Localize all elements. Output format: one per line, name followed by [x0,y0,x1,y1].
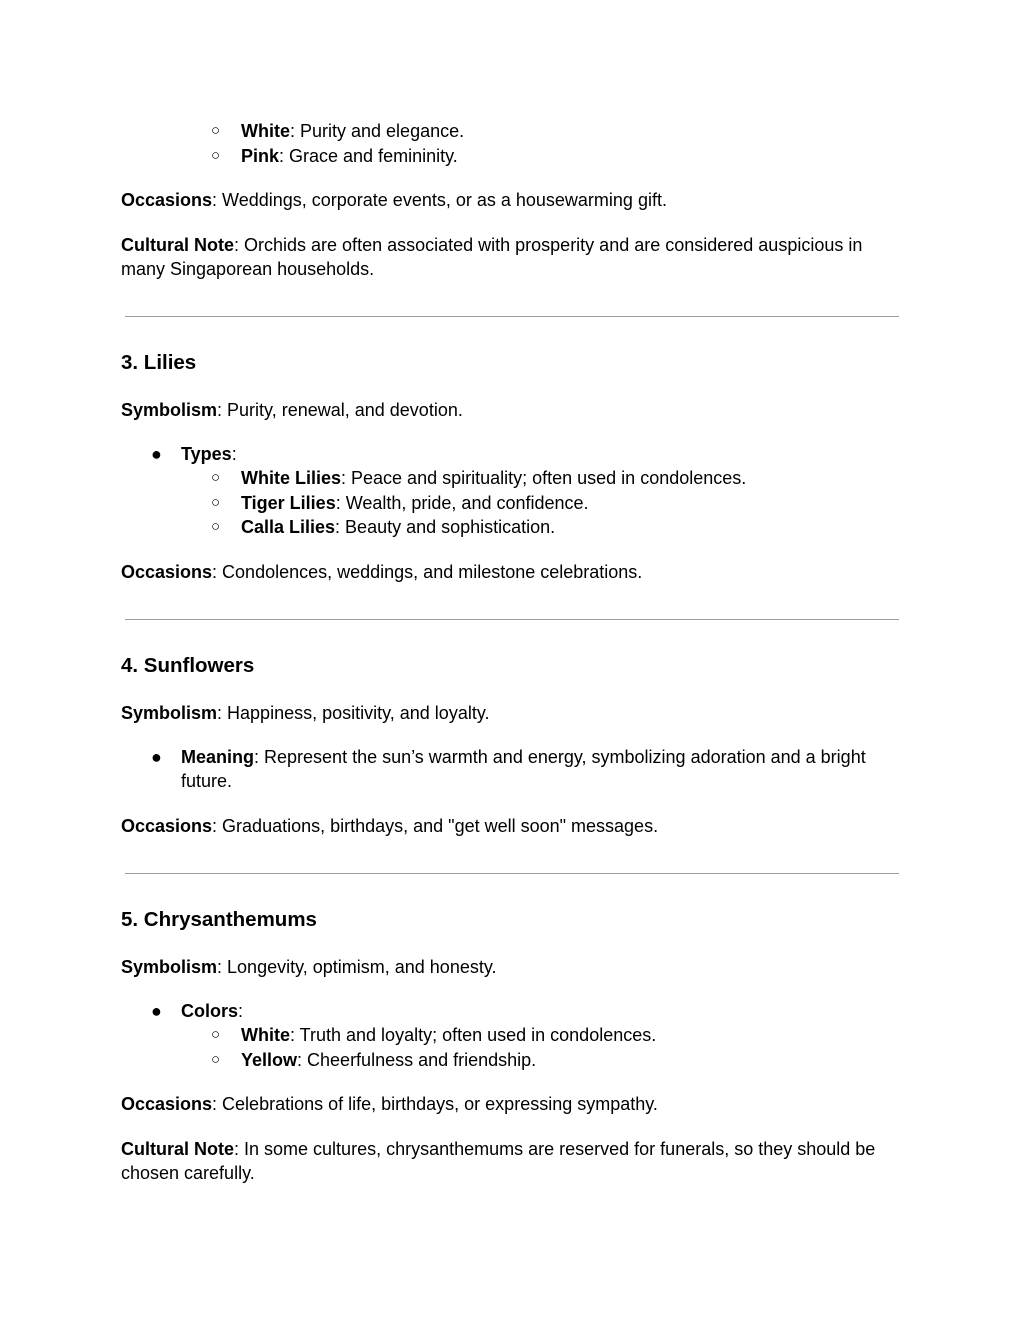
description: : Truth and loyalty; often used in condolences. [290,1025,657,1045]
term: White [241,1025,290,1045]
bullet-marker: ● [151,747,162,767]
section-divider [125,316,899,317]
term: Symbolism [121,957,218,977]
chrysanthemum-color-white [241,1023,901,1047]
description: : Peace and spirituality; often used in condolences. [341,468,747,488]
chrysanthemums-occasions [121,1092,901,1116]
description: : [238,1001,244,1021]
description: : Weddings, corporate events, or as a housewarming gift. [212,190,667,210]
sub-bullet-marker: ○ [211,469,221,486]
description: : [231,444,237,464]
term: White Lilies [241,468,342,488]
term: Cultural Note [121,1139,235,1159]
term: White [241,121,290,141]
bullet-marker: ● [151,444,162,464]
description: : Graduations, birthdays, and "get well soon" messages. [212,816,659,836]
description: : Cheerfulness and friendship. [297,1050,537,1070]
section-divider [125,619,899,620]
lilies-symbolism [121,398,901,422]
description: : Purity, renewal, and devotion. [217,400,463,420]
chrysanthemum-color-yellow [241,1048,901,1072]
description: : Wealth, pride, and confidence. [335,493,589,513]
chrysanthemums-cultural-note [121,1137,901,1185]
term: Types [181,444,232,464]
orchid-cultural-note [121,233,901,281]
term: Calla Lilies [241,517,336,537]
description: : Grace and femininity. [279,146,458,166]
lilies-types [181,442,901,466]
term: Tiger Lilies [241,493,336,513]
description: : Happiness, positivity, and loyalty. [217,703,490,723]
lily-type-white [241,466,901,490]
section-divider [125,873,899,874]
description: : Represent the sun’s warmth and energy, symbolizing adoration and a bright future. [181,747,866,791]
term: Symbolism [121,400,218,420]
orchid-color-white [241,119,901,143]
term: Pink [241,146,280,166]
heading-sunflowers: 4. Sunflowers [121,654,255,677]
description: : Celebrations of life, birthdays, or expressing sympathy. [212,1094,658,1114]
term: Meaning [181,747,255,767]
description: : Orchids are often associated with prosperity and are considered auspicious in many Singaporean households. [121,235,863,279]
sunflowers-meaning [181,745,901,793]
lily-type-calla [241,515,901,539]
bullet-marker: ● [151,1001,162,1021]
chrysanthemums-colors [181,999,901,1023]
term: Cultural Note [121,235,235,255]
sub-bullet-marker: ○ [211,122,221,139]
orchid-color-pink [241,144,901,168]
heading-chrysanthemums: 5. Chrysanthemums [121,908,317,931]
sub-bullet-marker: ○ [211,1051,221,1068]
sub-bullet-marker: ○ [211,1026,221,1043]
term: Occasions [121,562,213,582]
lily-type-tiger [241,491,901,515]
term: Colors [181,1001,239,1021]
sub-bullet-marker: ○ [211,494,221,511]
sub-bullet-marker: ○ [211,518,221,535]
description: : Purity and elegance. [290,121,465,141]
term: Occasions [121,190,213,210]
description: : Beauty and sophistication. [335,517,556,537]
chrysanthemums-symbolism [121,955,901,979]
lilies-occasions [121,560,901,584]
sunflowers-occasions [121,814,901,838]
heading-lilies: 3. Lilies [121,351,197,374]
description: : Longevity, optimism, and honesty. [217,957,497,977]
description: : Condolences, weddings, and milestone celebrations. [212,562,643,582]
term: Yellow [241,1050,298,1070]
orchid-occasions [121,188,901,212]
sunflowers-symbolism [121,701,901,725]
term: Occasions [121,816,213,836]
term: Symbolism [121,703,218,723]
description: : In some cultures, chrysanthemums are reserved for funerals, so they should be chosen carefully. [121,1139,876,1183]
term: Occasions [121,1094,213,1114]
sub-bullet-marker: ○ [211,147,221,164]
